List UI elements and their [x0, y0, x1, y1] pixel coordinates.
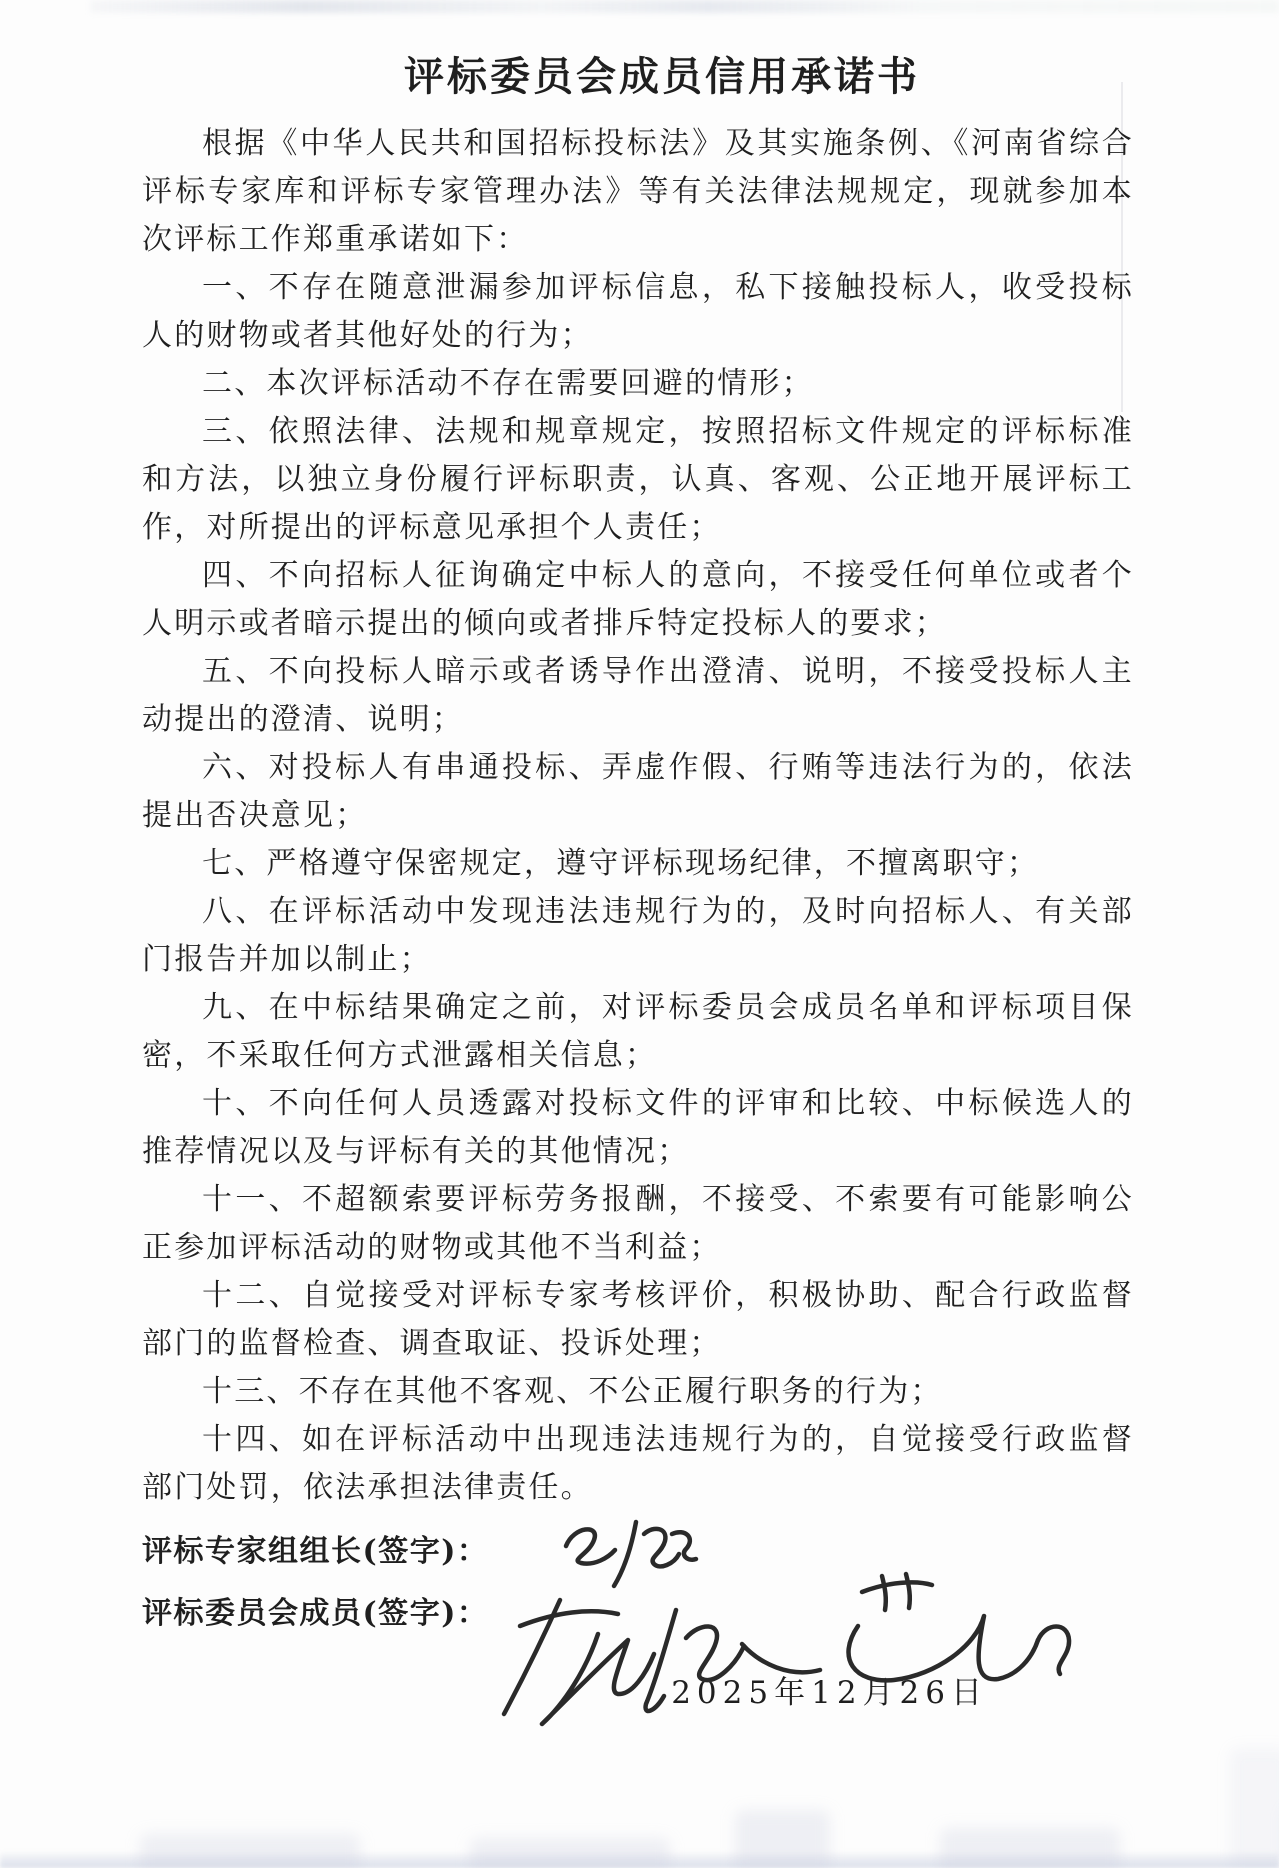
clause-12: 十二、自觉接受对评标专家考核评价，积极协助、配合行政监督部门的监督检查、调查取证、投诉处理；: [142, 1278, 1134, 1361]
clause-5: 五、不向投标人暗示或者诱导作出澄清、说明，不接受投标人主动提出的澄清、说明；: [142, 654, 1134, 737]
scan-artifact-top-edge: [90, 0, 1279, 13]
document-date: 2025年12月26日: [671, 1675, 988, 1711]
clause-6: 六、对投标人有串通投标、弄虚作假、行贿等违法行为的，依法提出否决意见；: [142, 750, 1134, 833]
clause-2: 二、本次评标活动不存在需要回避的情形；: [202, 366, 814, 401]
document-title: 评标委员会成员信用承诺书: [404, 53, 920, 100]
clause-8: 八、在评标活动中发现违法违规行为的，及时向招标人、有关部门报告并加以制止；: [142, 894, 1134, 977]
clause-13: 十三、不存在其他不客观、不公正履行职务的行为；: [202, 1374, 943, 1409]
clause-1: 一、不存在随意泄漏参加评标信息，私下接触投标人，收受投标人的财物或者其他好处的行为；: [142, 270, 1134, 353]
clause-3: 三、依照法律、法规和规章规定，按照招标文件规定的评标标准和方法，以独立身份履行评标职责，认真、客观、公正地开展评标工作，对所提出的评标意见承担个人责任；: [142, 414, 1134, 545]
intro-paragraph: 根据《中华人民共和国招标投标法》及其实施条例、《河南省综合评标专家库和评标专家管理办法》等有关法律法规规定，现就参加本次评标工作郑重承诺如下：: [142, 126, 1134, 257]
members-signature-row: [142, 1590, 1134, 1668]
member1-handwritten-signature: [494, 1582, 824, 1732]
member2-handwritten-signature: [826, 1568, 1076, 1696]
clause-7: 七、严格遵守保密规定，遵守评标现场纪律，不擅离职守；: [202, 846, 1040, 881]
clause-11: 十一、不超额索要评标劳务报酬，不接受、不索要有可能影响公正参加评标活动的财物或其他不当利益；: [142, 1182, 1134, 1265]
clause-4: 四、不向招标人征询确定中标人的意向，不接受任何单位或者个人明示或者暗示提出的倾向或者排斥特定投标人的要求；: [142, 558, 1134, 641]
scan-smudge: [735, 1810, 830, 1868]
scan-smudge: [1230, 1748, 1279, 1868]
scan-smudge: [140, 1834, 360, 1868]
clause-10: 十、不向任何人员透露对投标文件的评审和比较、中标候选人的推荐情况以及与评标有关的其他情况；: [142, 1086, 1134, 1169]
clause-14: 十四、如在评标活动中出现违法违规行为的，自觉接受行政监督部门处罚，依法承担法律责任。: [142, 1422, 1134, 1505]
leader-signature-label: 评标专家组组长(签字)：: [142, 1534, 489, 1569]
clause-9: 九、在中标结果确定之前，对评标委员会成员名单和评标项目保密，不采取任何方式泄露相关信息；: [142, 990, 1134, 1073]
scan-smudge: [940, 1828, 1120, 1868]
members-signature-label: 评标委员会成员(签字)：: [142, 1596, 489, 1631]
document-content: [142, 50, 1134, 1716]
scan-smudge: [470, 1838, 670, 1868]
